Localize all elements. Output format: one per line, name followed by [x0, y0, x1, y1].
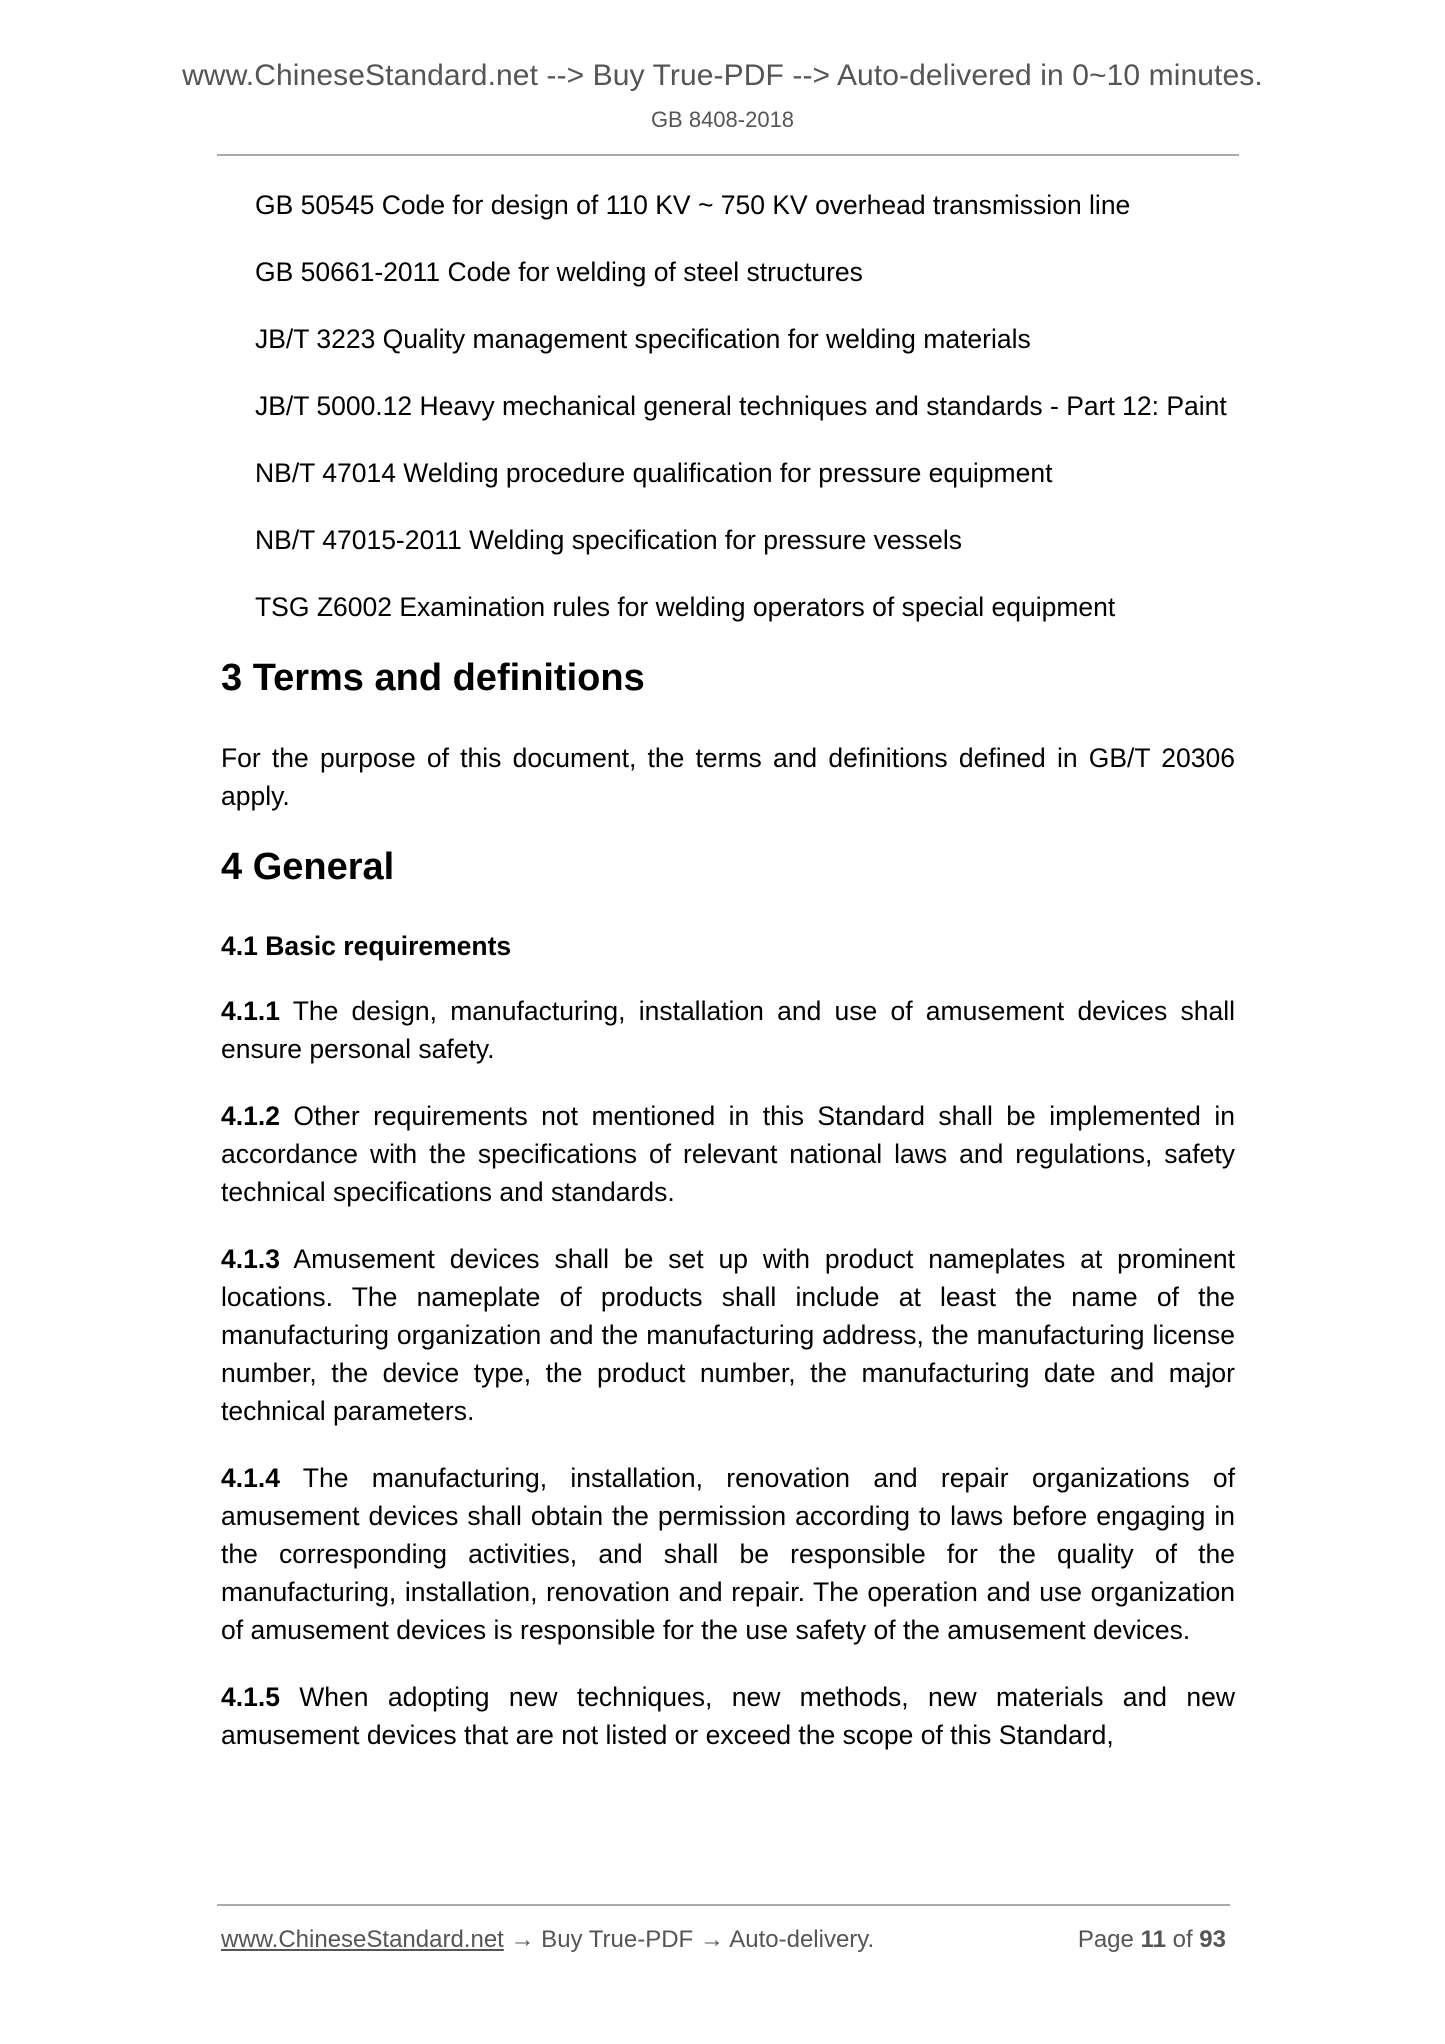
- reference-item: JB/T 5000.12 Heavy mechanical general techniques and standards - Part 12: Paint: [255, 391, 1227, 421]
- clause-text: Other requirements not mentioned in this Standard shall be implemented in accordance with the specifications of relevant national laws and regulations, safety technical specifications and standards.: [221, 1101, 1235, 1207]
- reference-item: TSG Z6002 Examination rules for welding operators of special equipment: [255, 592, 1116, 622]
- footer-tagline: → Buy True-PDF → Auto-delivery.: [503, 1926, 875, 1953]
- page-total: 93: [1199, 1926, 1226, 1953]
- reference-item: GB 50545 Code for design of 110 KV ~ 750 KV overhead transmission line: [255, 190, 1131, 220]
- section-4-heading: 4 General: [221, 846, 395, 888]
- footer-left: [221, 1924, 874, 1956]
- page-footer: [221, 1924, 1226, 1956]
- clause-number: 4.1.2: [221, 1101, 280, 1131]
- reference-item: JB/T 3223 Quality management specification for welding materials: [255, 324, 1031, 354]
- page-of-label: of: [1172, 1926, 1193, 1953]
- clause-text: The manufacturing, installation, renovation and repair organizations of amusement devices shall obtain the permission according to laws before engaging in the corresponding activities, and shall be responsible for the quality of the manufacturing, installation, renovation and repair. The operation and use organization of amusement devices is responsible for the use safety of the amusement devices.: [221, 1463, 1235, 1645]
- clause-text: The design, manufacturing, installation and use of amusement devices shall ensure personal safety.: [221, 996, 1235, 1064]
- clause-number: 4.1.3: [221, 1244, 280, 1274]
- clause-4-1-1: [221, 992, 1235, 1068]
- section-3-heading: 3 Terms and definitions: [221, 657, 645, 699]
- document-id: GB 8408-2018: [650, 107, 795, 132]
- page-label: Page: [1077, 1926, 1134, 1953]
- reference-item: NB/T 47014 Welding procedure qualification for pressure equipment: [255, 458, 1053, 488]
- clause-text: When adopting new techniques, new methods, new materials and new amusement devices that are not listed or exceed the scope of this Standard,: [221, 1682, 1235, 1750]
- reference-item: GB 50661-2011 Code for welding of steel structures: [255, 257, 863, 287]
- reference-item: NB/T 47015-2011 Welding specification for pressure vessels: [255, 525, 963, 555]
- clause-4-1-5: [221, 1678, 1235, 1754]
- clause-text: Amusement devices shall be set up with product nameplates at prominent locations. The nameplate of products shall include at least the name of the manufacturing organization and the manufacturing address, the manufacturing license number, the device type, the product number, the manufacturing date and major technical parameters.: [221, 1244, 1235, 1426]
- footer-site-link[interactable]: www.ChineseStandard.net: [221, 1926, 504, 1953]
- clause-4-1-3: [221, 1240, 1235, 1430]
- footer-divider: [217, 1904, 1230, 1906]
- page-indicator: [1078, 1924, 1226, 1956]
- clause-number: 4.1.4: [221, 1463, 280, 1493]
- clause-number: 4.1.5: [221, 1682, 280, 1712]
- clause-4-1-2: [221, 1097, 1235, 1211]
- section-3-body: For the purpose of this document, the terms and definitions defined in GB/T 20306 apply.: [221, 743, 1235, 811]
- page-current: 11: [1140, 1926, 1166, 1953]
- clause-4-1-4: [221, 1459, 1235, 1649]
- header-banner: www.ChineseStandard.net --> Buy True-PDF --> Auto-delivered in 0~10 minutes.: [182, 59, 1263, 92]
- clause-number: 4.1.1: [221, 996, 280, 1026]
- page-content: [221, 186, 1235, 1783]
- subsection-4-1-heading: 4.1 Basic requirements: [221, 931, 512, 961]
- header-divider: [217, 154, 1239, 156]
